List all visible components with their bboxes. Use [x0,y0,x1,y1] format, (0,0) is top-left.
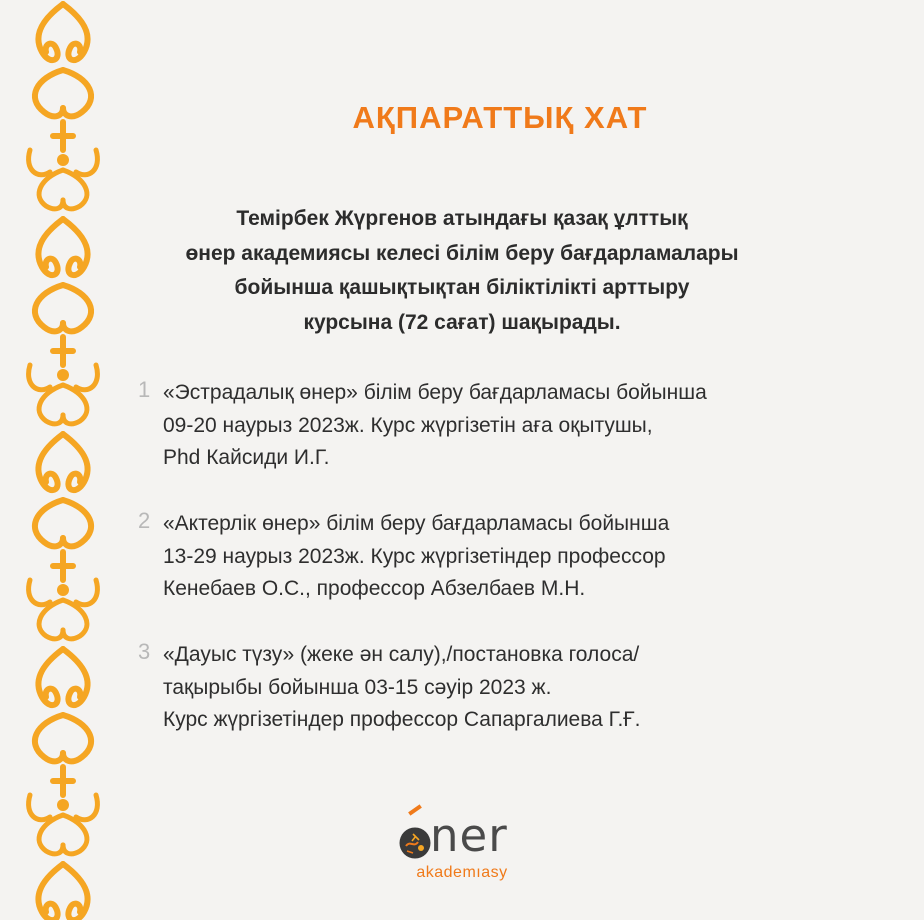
item-number: 2 [138,508,151,533]
intro-line: курсына (72 сағат) шақырады. [303,310,621,334]
item-line: «Эстрадалық өнер» білім беру бағдарламасы бойынша [163,381,707,404]
item-line: 09-20 наурыз 2023ж. Курс жүргізетін аға оқытушы, [163,413,653,437]
logo-subtitle: akademıasy [416,864,508,881]
letter-title: АҚПАРАТТЫҚ ХАТ [352,100,648,135]
item-text [163,639,641,737]
oner-logo-mark-icon [398,826,432,860]
item-number: 3 [138,639,151,664]
item-line: тақырыбы бойынша 03-15 сәуір 2023 ж. [163,675,552,699]
item-line: Курс жүргізетіндер профессор Сапаргалиева Г.Ғ. [163,708,641,731]
logo-word: ner [430,809,508,862]
item-number: 1 [138,377,151,402]
logo-accent-mark [408,804,422,815]
item-text [163,377,707,475]
intro-paragraph [112,202,812,340]
item-line: 13-29 наурыз 2023ж. Курс жүргізетіндер профессор [163,544,666,568]
oner-logo [398,809,528,884]
intro-line: өнер академиясы келесі білім беру бағдарламалары [185,241,739,265]
item-line: Кенебаев О.С., профессор Абзелбаев М.Н. [163,577,586,600]
item-line: «Дауыс түзу» (жеке ән салу),/постановка голоса/ [163,643,640,666]
item-line: «Актерлік өнер» білім беру бағдарламасы бойынша [163,512,670,535]
item-text [163,508,669,606]
intro-line: Темірбек Жүргенов атындағы қазақ ұлттық [236,207,688,230]
intro-line: бойынша қашықтықтан біліктілікті арттыру [234,276,690,299]
item-line: Phd Кайсиди И.Г. [163,446,330,469]
ornament-border-icon [20,0,106,920]
